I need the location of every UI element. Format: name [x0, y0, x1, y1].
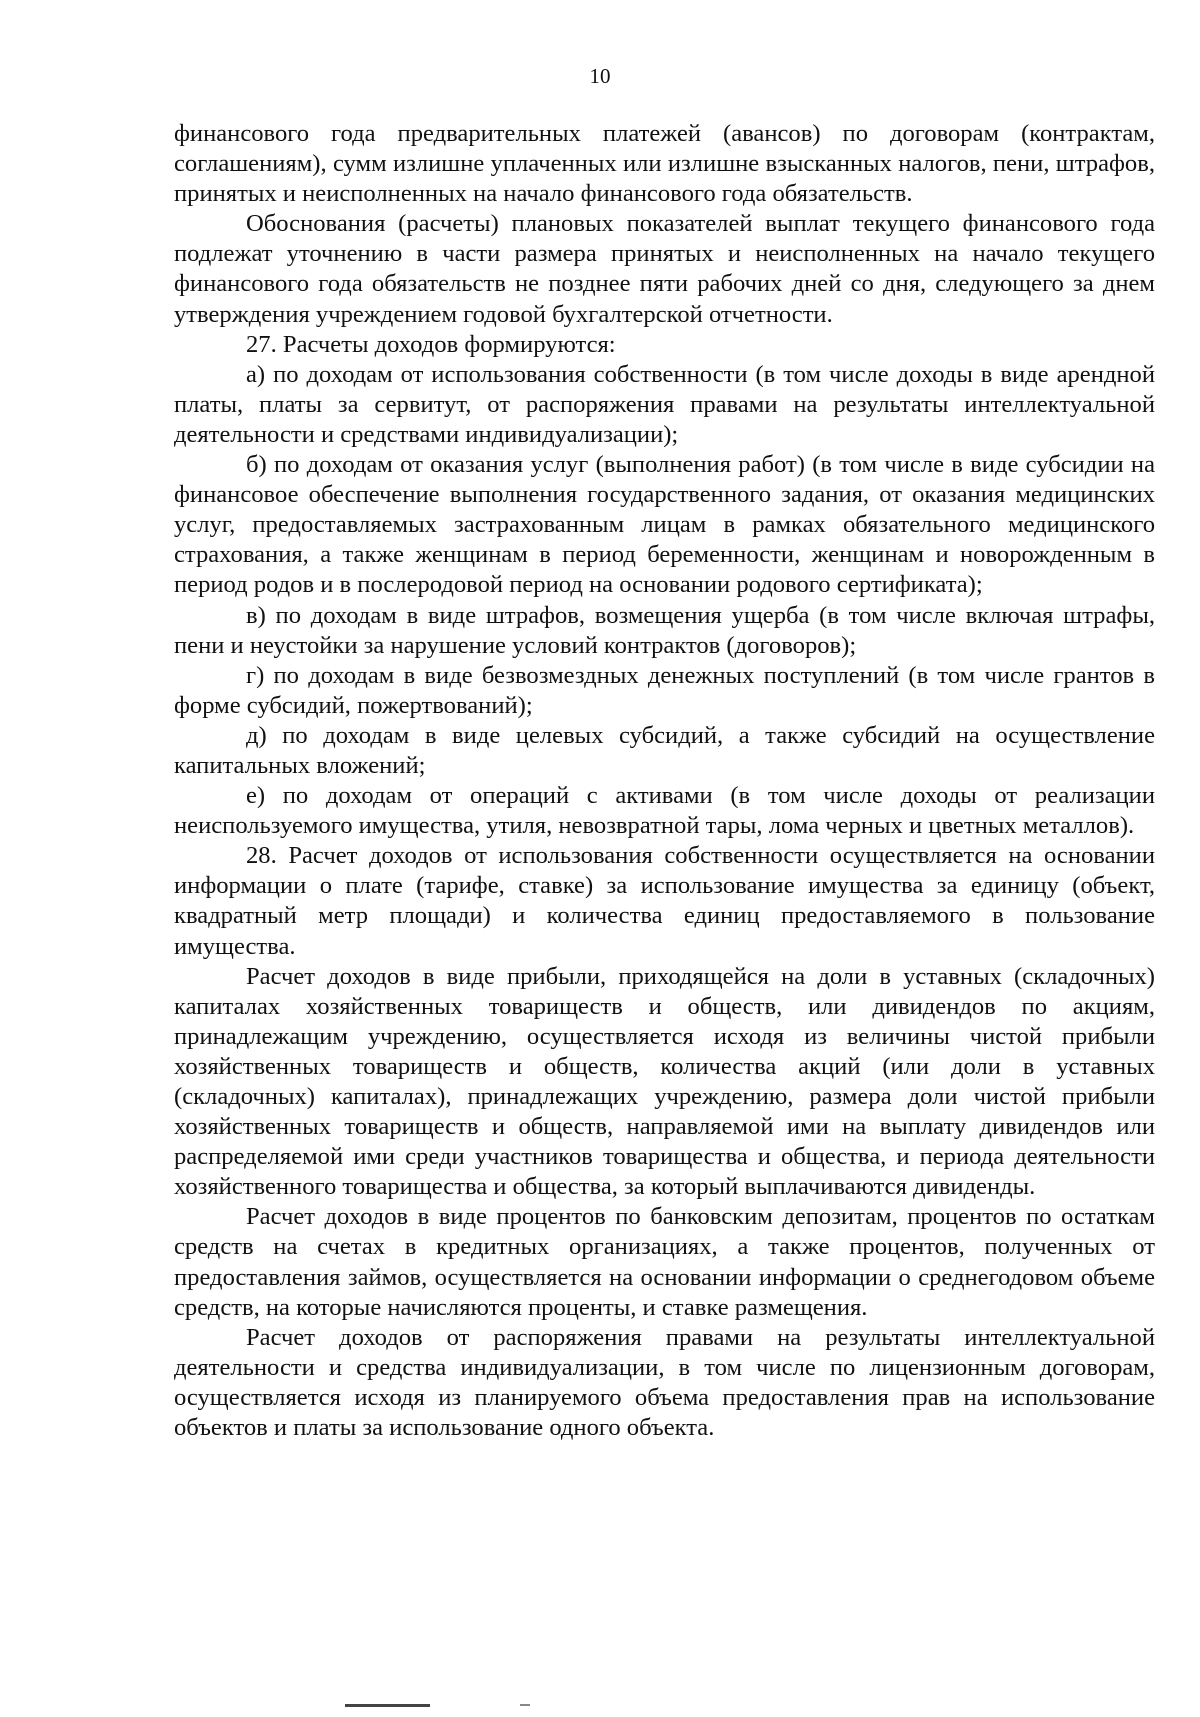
paragraph-dividends: Расчет доходов в виде прибыли, приходящейся на доли в уставных (складочных) капиталах хозяйственных товариществ и обществ, или дивидендов по акциям, принадлежащим учреждению, осуществляется исходя из величины чистой прибыли хозяйственных товариществ и обществ, количества акций (или доли в уставных (складочных) капиталах), принадлежащих учреждению, размера доли чистой прибыли хозяйственных товариществ и обществ, направляемой ими на выплату дивидендов или распределяемой ими среди участников товарищества и общества, и периода деятельности хозяйственного товарищества и общества, за который выплачиваются дивиденды. [174, 962, 1155, 1201]
page-number: 10 [589, 64, 611, 88]
paragraph-deposits: Расчет доходов в виде процентов по банковским депозитам, процентов по остаткам средств на счетах в кредитных организациях, а также процентов, полученных от предоставления займов, осуществляется на основании информации о среднегодовом объеме средств, на которые начисляются проценты, и ставке размещения. [174, 1203, 1155, 1321]
document-body [174, 119, 1155, 1443]
paragraph-clause-27: 27. Расчеты доходов формируются: [246, 330, 616, 358]
paragraph-item-e: е) по доходам от операций с активами (в том числе доходы от реализации неиспользуемого имущества, утиля, невозвратной тары, лома черных и цветных металлов). [174, 782, 1155, 840]
scan-artifact-dot [520, 1704, 530, 1706]
paragraph-item-a: а) по доходам от использования собственности (в том числе доходы в виде арендной платы, платы за сервитут, от распоряжения правами на результаты интеллектуальной деятельности и средствами индивидуализации); [174, 360, 1155, 448]
paragraph-item-b: б) по доходам от оказания услуг (выполнения работ) (в том числе в виде субсидии на финансовое обеспечение выполнения государственного задания, от оказания медицинских услуг, предоставляемых застрахованным лицам в рамках обязательного медицинского страхования, а также женщинам в период беременности, женщинам и новорожденным в период родов и в послеродовой период на основании родового сертификата); [174, 451, 1155, 599]
paragraph-item-g: г) по доходам в виде безвозмездных денежных поступлений (в том числе грантов в форме субсидий, пожертвований); [174, 661, 1155, 719]
paragraph-item-d: д) по доходам в виде целевых субсидий, а также субсидий на осуществление капитальных вложений; [174, 721, 1155, 779]
paragraph-item-v: в) по доходам в виде штрафов, возмещения ущерба (в том числе включая штрафы, пени и неустойки за нарушение условий контрактов (договоров); [174, 601, 1155, 659]
paragraph-intellectual-property: Расчет доходов от распоряжения правами на результаты интеллектуальной деятельности и средства индивидуализации, в том числе по лицензионным договорам, осуществляется исходя из планируемого объема предоставления прав на использование объектов и платы за использование одного объекта. [174, 1323, 1155, 1442]
paragraph-continuation: финансового года предварительных платежей (авансов) по договорам (контрактам, соглашениям), сумм излишне уплаченных или излишне взысканных налогов, пени, штрафов, принятых и неисполненных на начало финансового года обязательств. [174, 120, 1155, 208]
paragraph-clause-28: 28. Расчет доходов от использования собственности осуществляется на основании информации о плате (тарифе, ставке) за использование имущества за единицу (объект, квадратный метр площади) и количества единиц предоставляемого в пользование имущества. [174, 842, 1155, 960]
scan-artifact-mark [345, 1704, 430, 1707]
paragraph-plan-indicators: Обоснования (расчеты) плановых показателей выплат текущего финансового года подлежат уточнению в части размера принятых и неисполненных на начало текущего финансового года обязательств не позднее пяти рабочих дней со дня, следующего за днем утверждения учреждением годовой бухгалтерской отчетности. [174, 210, 1155, 328]
